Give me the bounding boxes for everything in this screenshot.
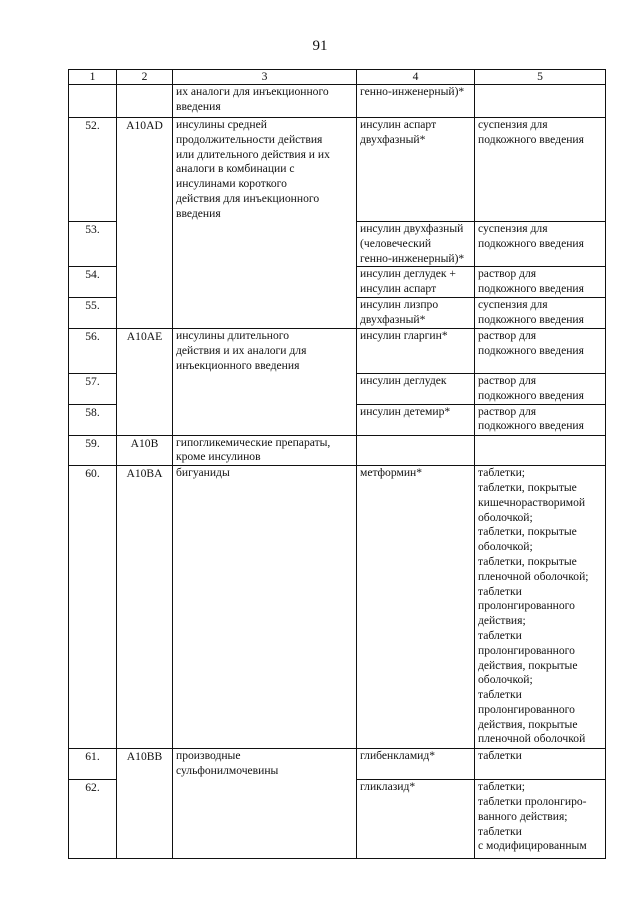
column-header: 4 <box>357 70 475 85</box>
dosage-form-cell-line: оболочкой; <box>478 673 533 687</box>
column-header: 1 <box>69 70 117 85</box>
atc-code-cell: A10AE <box>117 329 173 374</box>
dosage-form-cell-line: действия, покрытые <box>478 658 578 672</box>
dosage-form-cell <box>475 222 606 267</box>
dosage-form-cell-line: суспензия для <box>478 118 548 131</box>
row-number-cell: 56. <box>69 329 117 374</box>
table-row <box>69 373 606 404</box>
dosage-form-cell-line: таблетки, покрытые <box>478 480 577 494</box>
group-name-cell-line: инсулинами короткого <box>176 177 287 191</box>
table-row <box>69 749 606 780</box>
row-number-cell: 53. <box>69 222 117 267</box>
drug-name-cell <box>357 118 475 222</box>
table-row <box>69 118 606 222</box>
dosage-form-cell-line: подкожного введения <box>478 282 584 296</box>
dosage-form-cell-line: таблетки; <box>478 780 526 794</box>
row-number-cell: 59. <box>69 435 117 466</box>
dosage-form-cell-line: оболочкой; <box>478 510 533 524</box>
dosage-form-cell-line: раствор для <box>478 329 537 343</box>
dosage-form-cell <box>475 435 606 466</box>
group-name-cell-line: сульфонилмочевины <box>176 763 279 777</box>
group-name-cell-line: действия для инъекционного <box>176 191 320 205</box>
group-name-cell-line: инсулины средней <box>176 118 267 131</box>
drug-name-cell-line: глибенкламид* <box>360 749 436 763</box>
group-name-cell <box>173 298 357 329</box>
drug-name-cell-line: инсулин детемир* <box>360 404 451 418</box>
dosage-form-cell-line: таблетки пролонгиро- <box>478 794 587 808</box>
group-name-cell <box>173 749 357 780</box>
drug-name-cell <box>357 329 475 374</box>
atc-code-cell <box>117 298 173 329</box>
row-number-cell <box>69 85 117 118</box>
group-name-cell-line: аналоги в комбинации с <box>176 162 295 176</box>
table-row <box>69 435 606 466</box>
dosage-form-cell <box>475 780 606 859</box>
drug-name-cell-line: метформин* <box>360 466 423 480</box>
drug-list-table <box>68 69 606 859</box>
dosage-form-cell-line: подкожного введения <box>478 132 584 146</box>
drug-name-cell <box>357 404 475 435</box>
group-name-cell-line: продолжительности действия <box>176 132 323 146</box>
group-name-cell <box>173 267 357 298</box>
group-name-cell <box>173 222 357 267</box>
dosage-form-cell-line: действия; <box>478 614 526 628</box>
dosage-form-cell-line: ванного действия; <box>478 809 568 823</box>
dosage-form-cell-line: пленочной оболочкой <box>478 732 586 746</box>
dosage-form-cell-line: раствор для <box>478 267 537 281</box>
atc-code-cell <box>117 404 173 435</box>
group-name-cell <box>173 780 357 859</box>
dosage-form-cell-line: таблетки <box>478 749 522 763</box>
group-name-cell <box>173 118 357 222</box>
row-number-cell: 54. <box>69 267 117 298</box>
drug-name-cell-line: инсулин деглудек <box>360 373 447 387</box>
dosage-form-cell-line: пролонгированного <box>478 643 575 657</box>
dosage-form-cell <box>475 404 606 435</box>
atc-code-cell: A10B <box>117 435 173 466</box>
dosage-form-cell-line: раствор для <box>478 373 537 387</box>
row-number-cell: 60. <box>69 466 117 749</box>
drug-name-cell-line: генно-инженерный)* <box>360 85 465 98</box>
table-row <box>69 780 606 859</box>
drug-name-cell <box>357 749 475 780</box>
column-header: 3 <box>173 70 357 85</box>
drug-name-cell-line: инсулин деглудек + <box>360 267 456 281</box>
dosage-form-cell <box>475 329 606 374</box>
dosage-form-cell-line: таблетки <box>478 584 522 598</box>
group-name-cell-line: бигуаниды <box>176 466 230 480</box>
dosage-form-cell-line: оболочкой; <box>478 540 533 554</box>
row-number-cell: 61. <box>69 749 117 780</box>
atc-code-cell <box>117 373 173 404</box>
drug-name-cell <box>357 780 475 859</box>
group-name-cell-line: введения <box>176 206 221 220</box>
table-row <box>69 298 606 329</box>
dosage-form-cell-line: таблетки <box>478 824 522 838</box>
drug-name-cell <box>357 373 475 404</box>
table-row <box>69 404 606 435</box>
drug-name-cell-line: двухфазный* <box>360 132 426 146</box>
row-number-cell: 62. <box>69 780 117 859</box>
drug-name-cell-line: инсулин аспарт <box>360 118 437 131</box>
dosage-form-cell <box>475 373 606 404</box>
dosage-form-cell-line: подкожного введения <box>478 343 584 357</box>
atc-code-cell <box>117 85 173 118</box>
drug-name-cell <box>357 85 475 118</box>
drug-name-cell-line: генно-инженерный)* <box>360 251 465 265</box>
column-header: 2 <box>117 70 173 85</box>
table-row <box>69 329 606 374</box>
group-name-cell-line: кроме инсулинов <box>176 450 261 464</box>
drug-name-cell-line: инсулин аспарт <box>360 282 437 296</box>
drug-name-cell-line: (человеческий <box>360 236 432 250</box>
dosage-form-cell-line: таблетки <box>478 628 522 642</box>
group-name-cell <box>173 404 357 435</box>
group-name-cell <box>173 466 357 749</box>
row-number-cell: 57. <box>69 373 117 404</box>
dosage-form-cell-line: кишечнорастворимой <box>478 495 586 509</box>
dosage-form-cell-line: подкожного введения <box>478 236 584 250</box>
group-name-cell-line: инъекционного введения <box>176 358 300 372</box>
group-name-cell-line: действия и их аналоги для <box>176 343 307 357</box>
dosage-form-cell-line: таблетки; <box>478 466 526 480</box>
dosage-form-cell-line: суспензия для <box>478 298 548 312</box>
dosage-form-cell <box>475 118 606 222</box>
table-header-row <box>69 70 606 85</box>
atc-code-cell <box>117 222 173 267</box>
group-name-cell-line: инсулины длительного <box>176 329 290 343</box>
row-number-cell: 52. <box>69 118 117 222</box>
table-row <box>69 267 606 298</box>
dosage-form-cell-line: таблетки, покрытые <box>478 554 577 568</box>
atc-code-cell: A10BA <box>117 466 173 749</box>
drug-name-cell <box>357 435 475 466</box>
dosage-form-cell <box>475 466 606 749</box>
row-number-cell: 58. <box>69 404 117 435</box>
dosage-form-cell <box>475 749 606 780</box>
group-name-cell-line: гипогликемические препараты, <box>176 435 331 449</box>
dosage-form-cell-line: раствор для <box>478 404 537 418</box>
dosage-form-cell-line: таблетки <box>478 688 522 702</box>
atc-code-cell: A10AD <box>117 118 173 222</box>
dosage-form-cell-line: суспензия для <box>478 222 548 236</box>
dosage-form-cell-line: пролонгированного <box>478 702 575 716</box>
group-name-cell-line: производные <box>176 749 241 763</box>
column-header: 5 <box>475 70 606 85</box>
dosage-form-cell-line: подкожного введения <box>478 419 584 433</box>
dosage-form-cell-line: подкожного введения <box>478 313 584 327</box>
drug-name-cell-line: гликлазид* <box>360 780 416 794</box>
drug-name-cell <box>357 466 475 749</box>
dosage-form-cell-line: пленочной оболочкой; <box>478 569 589 583</box>
row-number-cell: 55. <box>69 298 117 329</box>
dosage-form-cell <box>475 267 606 298</box>
drug-name-cell <box>357 298 475 329</box>
group-name-cell <box>173 329 357 374</box>
dosage-form-cell-line: с модифицированным <box>478 839 587 853</box>
group-name-cell-line: введения <box>176 99 221 113</box>
table-row <box>69 85 606 118</box>
group-name-cell-line: их аналоги для инъекционного <box>176 85 329 98</box>
group-name-cell-line: или длительного действия и их <box>176 147 330 161</box>
dosage-form-cell-line: подкожного введения <box>478 388 584 402</box>
page-number: 91 <box>312 38 328 54</box>
drug-name-cell-line: инсулин гларгин* <box>360 329 448 343</box>
dosage-form-cell <box>475 298 606 329</box>
drug-name-cell-line: инсулин двухфазный <box>360 222 464 236</box>
group-name-cell <box>173 85 357 118</box>
atc-code-cell <box>117 267 173 298</box>
dosage-form-cell-line: действия, покрытые <box>478 717 578 731</box>
drug-name-cell-line: двухфазный* <box>360 313 426 327</box>
drug-name-cell-line: инсулин лизпро <box>360 298 439 312</box>
drug-name-cell <box>357 267 475 298</box>
dosage-form-cell-line: пролонгированного <box>478 599 575 613</box>
atc-code-cell <box>117 780 173 859</box>
table-row <box>69 222 606 267</box>
dosage-form-cell-line: таблетки, покрытые <box>478 525 577 539</box>
atc-code-cell: A10BB <box>117 749 173 780</box>
table-row <box>69 466 606 749</box>
drug-name-cell <box>357 222 475 267</box>
group-name-cell <box>173 373 357 404</box>
dosage-form-cell <box>475 85 606 118</box>
group-name-cell <box>173 435 357 466</box>
